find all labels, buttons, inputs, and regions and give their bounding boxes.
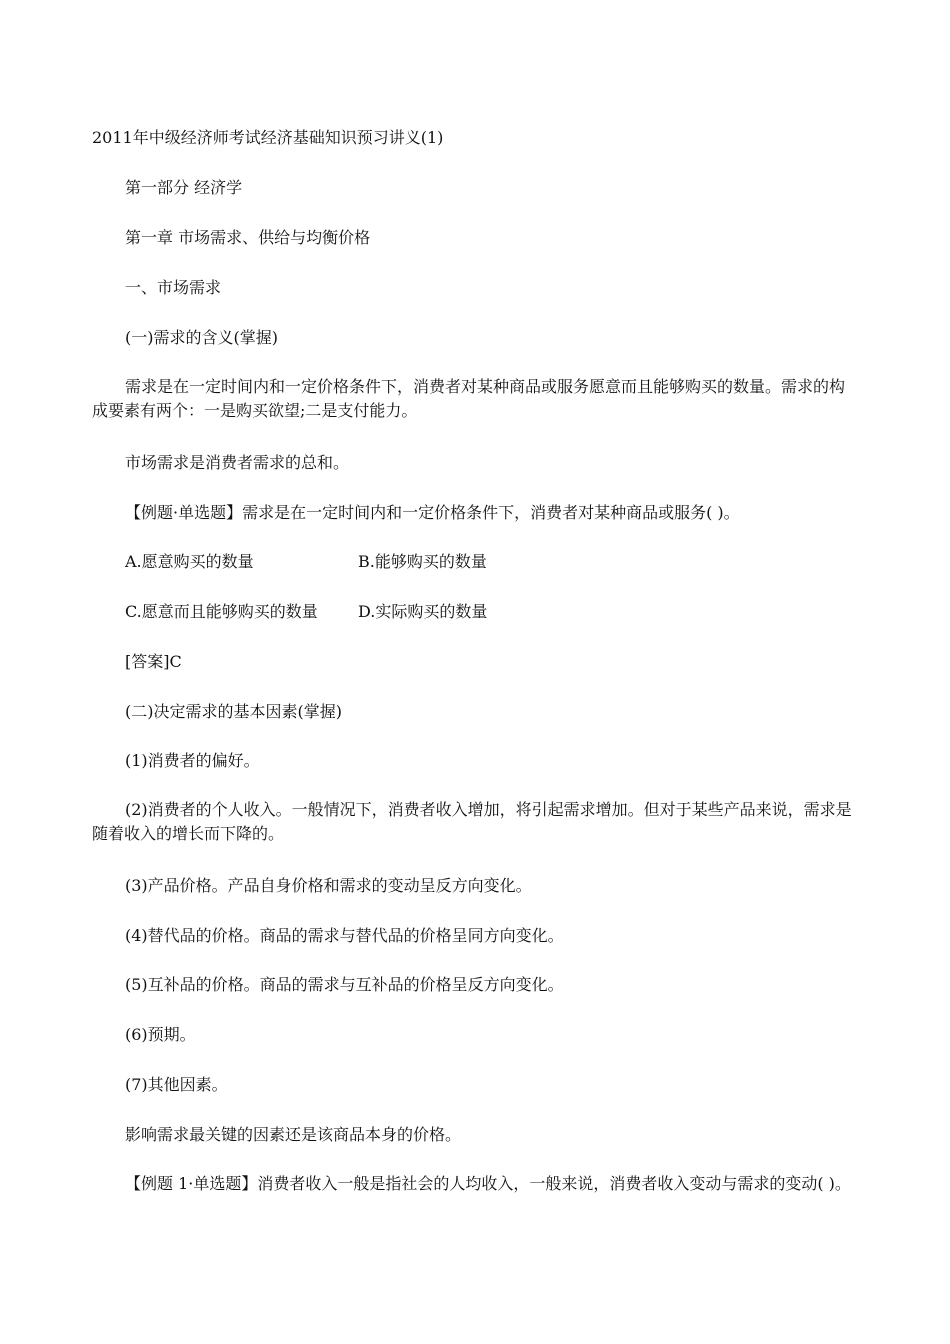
list-item: (3)产品价格。产品自身价格和需求的变动呈反方向变化。 — [125, 876, 532, 895]
subsection-heading: (二)决定需求的基本因素(掌握) — [125, 702, 342, 721]
list-item: (2)消费者的个人收入。一般情况下，消费者收入增加，将引起需求增加。但对于某些产品来说，需求是随着收入的增长而下降的。 — [92, 800, 852, 843]
document-title: 2011年中级经济师考试经济基础知识预习讲义(1) — [92, 128, 444, 147]
part-heading: 第一部分 经济学 — [125, 178, 243, 197]
list-item: (6)预期。 — [125, 1025, 196, 1044]
section-heading: 一、市场需求 — [125, 278, 222, 297]
subsection-heading: (一)需求的含义(掌握) — [125, 328, 278, 347]
option-c: C.愿意而且能够购买的数量 — [125, 602, 318, 621]
option-d: D.实际购买的数量 — [358, 602, 488, 621]
paragraph-key-factor: 影响需求最关键的因素还是该商品本身的价格。 — [125, 1125, 462, 1144]
answer-text: [答案]C — [125, 652, 182, 671]
chapter-heading: 第一章 市场需求、供给与均衡价格 — [125, 228, 371, 247]
example-question: 【例题·单选题】需求是在一定时间内和一定价格条件下，消费者对某种商品或服务( )。 — [125, 503, 740, 522]
example-question: 【例题 1·单选题】消费者收入一般是指社会的人均收入，一般来说，消费者收入变动与需求的变动( )。 — [125, 1174, 851, 1193]
list-item: (4)替代品的价格。商品的需求与替代品的价格呈同方向变化。 — [125, 926, 564, 945]
list-item: (7)其他因素。 — [125, 1075, 228, 1094]
option-b: B.能够购买的数量 — [358, 552, 487, 571]
paragraph-demand-definition: 需求是在一定时间内和一定价格条件下，消费者对某种商品或服务愿意而且能够购买的数量。需求的构成要素有两个：一是购买欲望;二是支付能力。 — [92, 377, 846, 420]
option-a: A.愿意购买的数量 — [125, 552, 254, 571]
list-item: (5)互补品的价格。商品的需求与互补品的价格呈反方向变化。 — [125, 975, 564, 994]
list-item: (1)消费者的偏好。 — [125, 751, 260, 770]
paragraph-market-demand: 市场需求是消费者需求的总和。 — [125, 453, 350, 472]
